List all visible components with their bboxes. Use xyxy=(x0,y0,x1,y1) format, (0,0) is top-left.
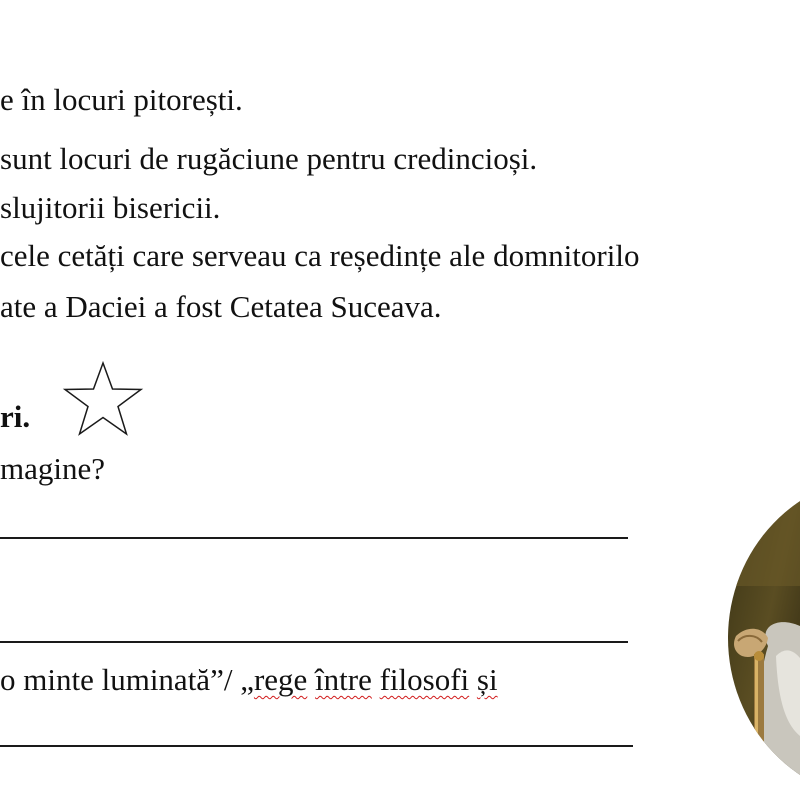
statement-2: sunt locuri de rugăciune pentru credincioși. xyxy=(0,141,538,176)
question-1: magine? xyxy=(0,451,106,486)
question-2 xyxy=(0,662,498,698)
statement-1: e în locuri pitorești. xyxy=(0,82,243,117)
question-2-start: o minte luminată”/ „ xyxy=(0,662,254,697)
portrait-image xyxy=(728,476,800,800)
answer-line-2[interactable] xyxy=(0,641,628,643)
statement-5: ate a Daciei a fost Cetatea Suceava. xyxy=(0,289,442,324)
answer-line-1[interactable] xyxy=(0,537,628,539)
statement-3: slujitorii bisericii. xyxy=(0,190,221,225)
statement-4: cele cetăți care serveau ca reședințe ale domnitorilo xyxy=(0,238,640,273)
word-si: și xyxy=(476,662,498,697)
answer-line-3[interactable] xyxy=(0,745,633,747)
section-heading: ri. xyxy=(0,399,31,434)
star-icon xyxy=(62,360,144,438)
word-rege: rege xyxy=(253,662,308,697)
word-intre: între xyxy=(315,662,372,697)
word-filosofi: filosofi xyxy=(379,662,470,697)
